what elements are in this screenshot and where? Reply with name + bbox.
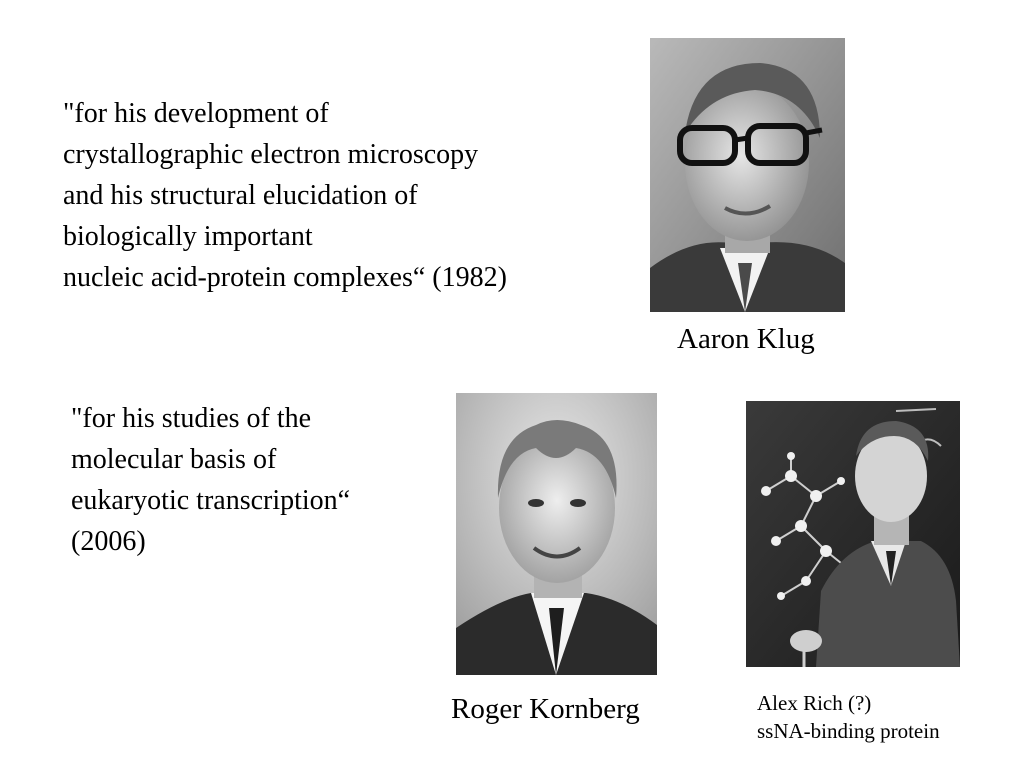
quote-line: nucleic acid-protein complexes“ (1982) [63,262,507,293]
quote-line: crystallographic electron microscopy [63,139,479,170]
portrait-photo-rich [746,401,960,667]
quote-line: (2006) [71,526,146,557]
caption-aaron-klug: Aaron Klug [677,323,815,355]
quote-line: and his structural elucidation of [63,180,418,211]
portrait-image [746,401,960,667]
quote-line: "for his studies of the [71,403,312,434]
quote-klug [63,93,507,298]
caption-alex-rich [757,689,940,745]
quote-line: molecular basis of [71,444,277,475]
quote-line: biologically important [63,221,313,252]
portrait-image [456,393,657,675]
portrait-photo-klug [650,38,845,312]
quote-kornberg [71,398,350,562]
quote-line: "for his development of [63,98,329,129]
caption-line: Alex Rich (?) [757,691,872,715]
portrait-photo-kornberg [456,393,657,675]
quote-line: eukaryotic transcription“ [71,485,351,516]
caption-roger-kornberg: Roger Kornberg [451,693,640,725]
caption-line: ssNA-binding protein [757,719,940,743]
portrait-image [650,38,845,312]
